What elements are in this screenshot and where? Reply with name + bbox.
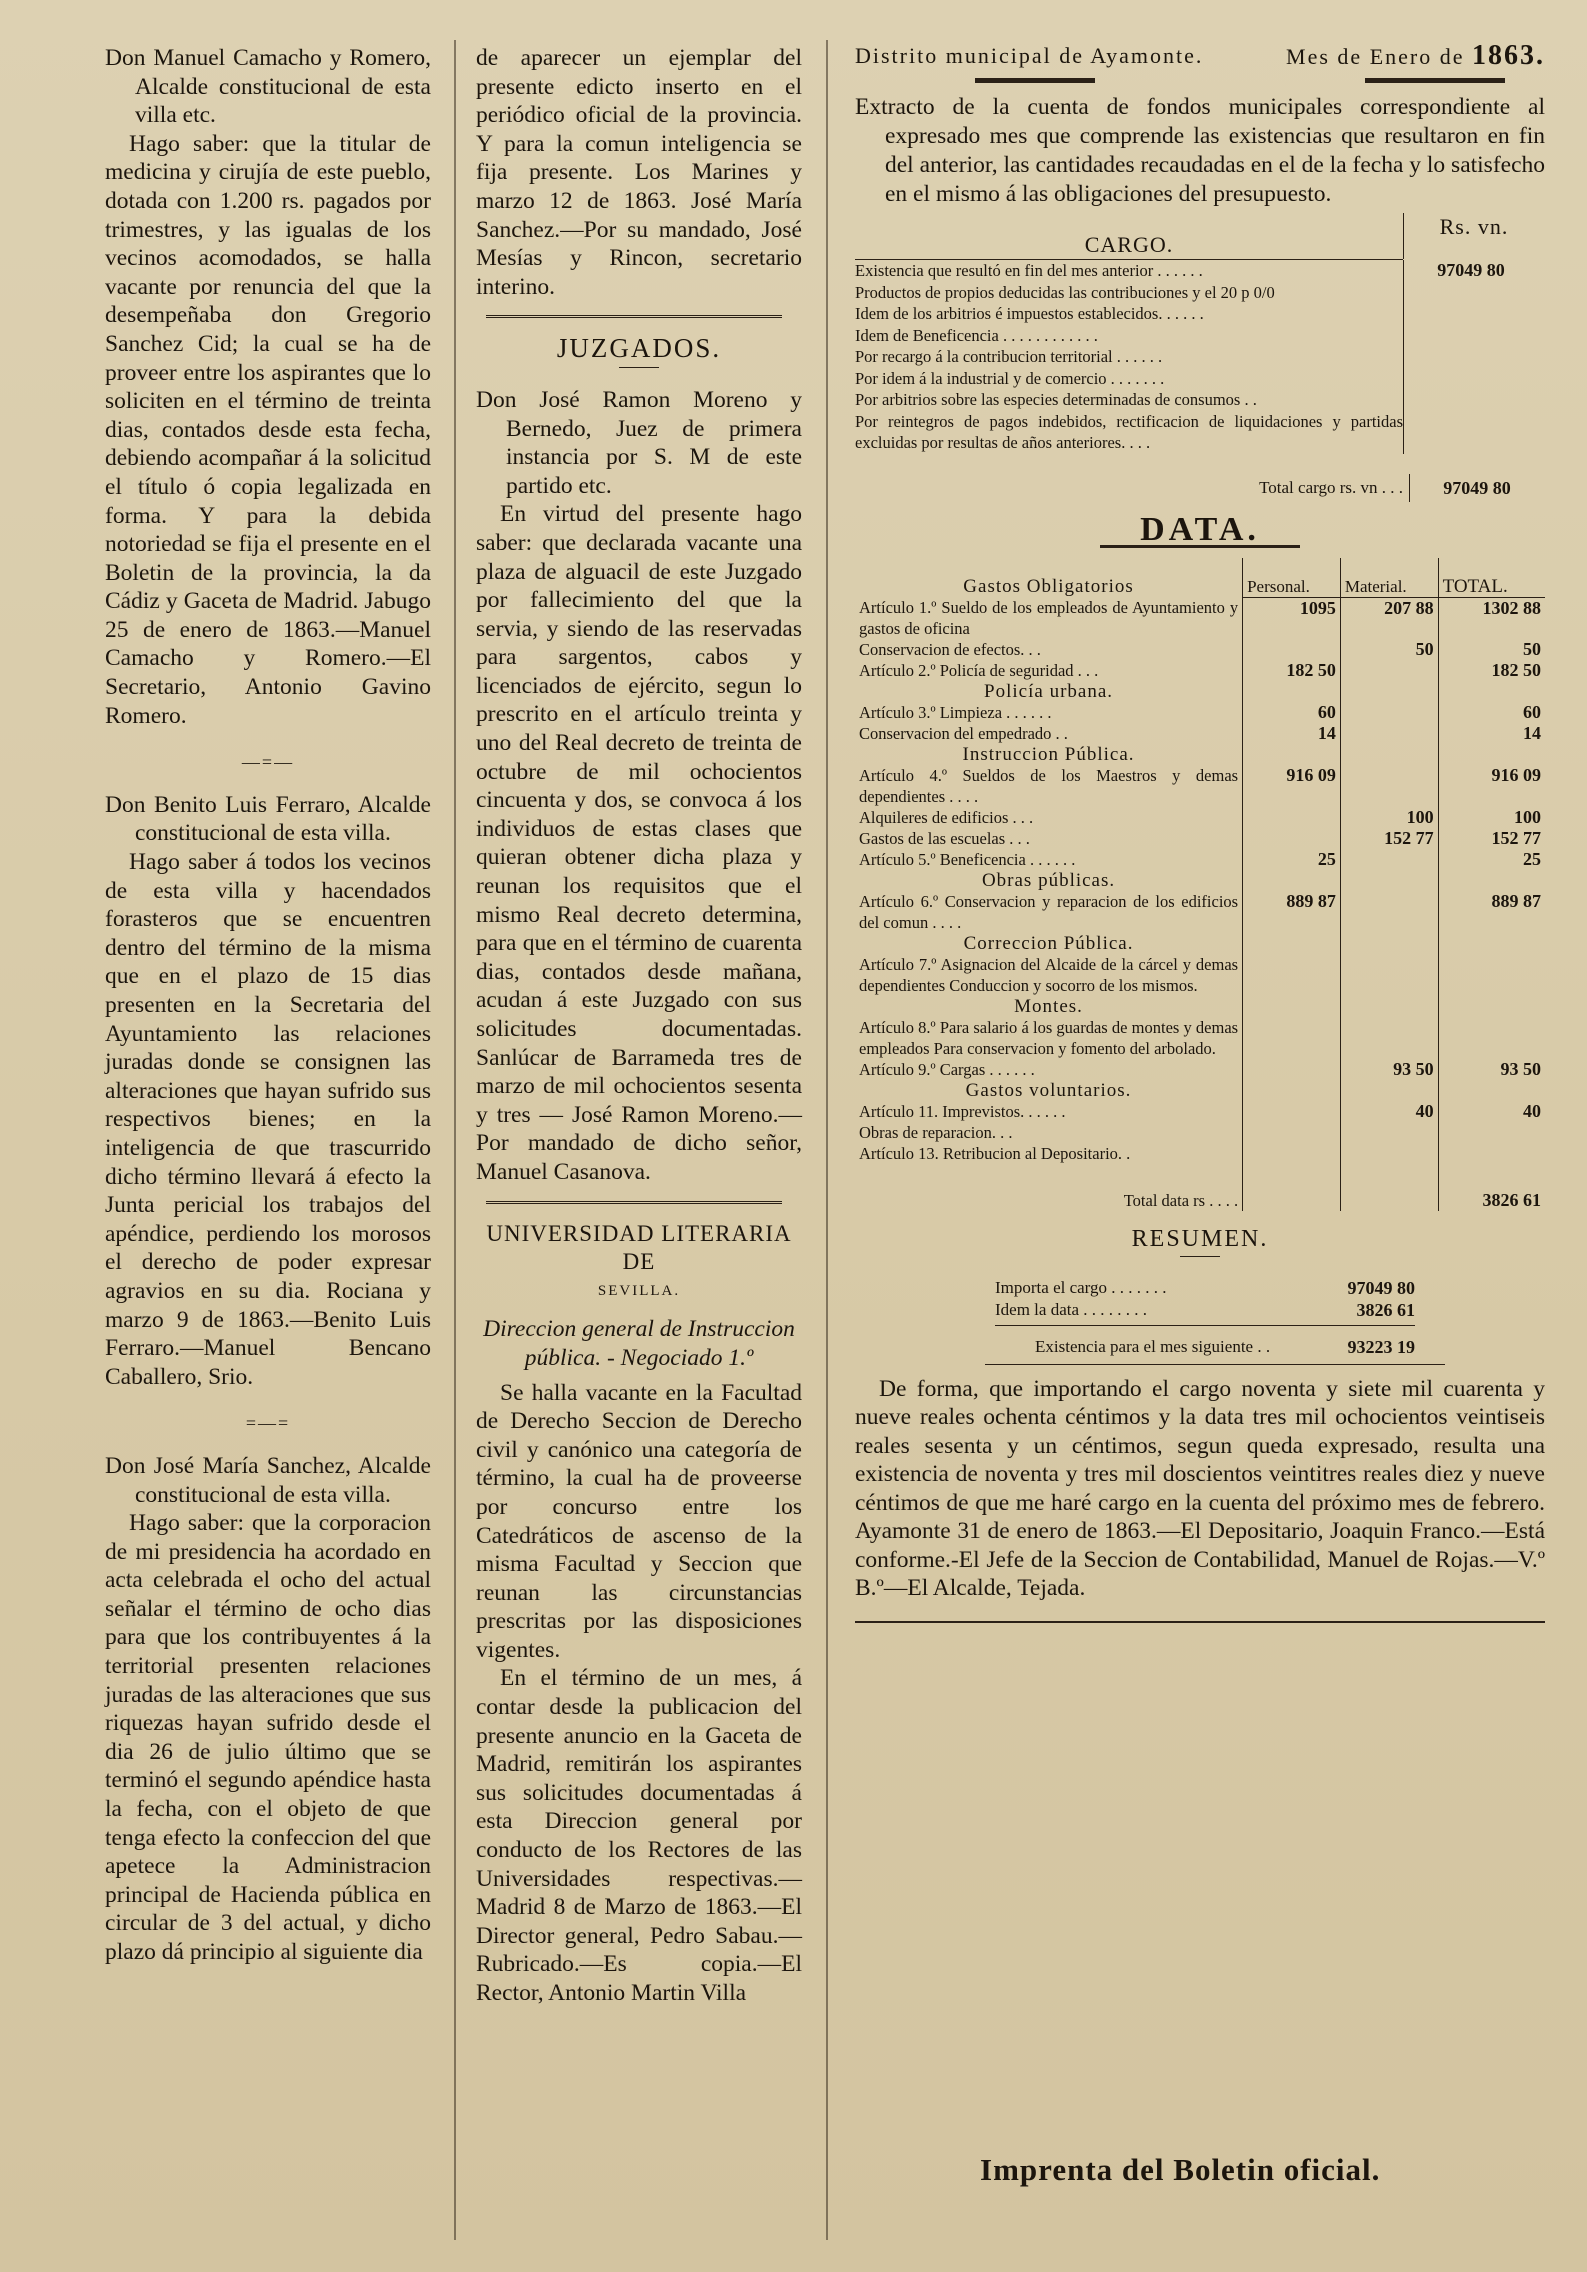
juzgado-body: En virtud del presente hago saber: que declarada vacante una plaza de alguacil de este Juzgado por fallecimiento del que la servia, y siendo de las reservadas para sargentos, cabos y licenciados de ejército, segun lo prescrito en el artículo treinta y uno del Real decreto de treinta de octubre de mil ochocientos cincuenta y dos, se convoca á los individuos de estas clases que quieran obtener dicha plaza y reunan los requisitos que el mismo Real decreto determina, para que en el término de cuarenta dias, contados desde mañana, acudan á este Juzgado con sus solicitudes documentadas. Sanlúcar de Barrameda tres de marzo de mil ochocientos sesenta y tres — José Ramon Moreno.—Por mandado de dicho señor, Manuel Casanova. bbox=[476, 501, 802, 1185]
column-rule-1 bbox=[454, 40, 456, 2240]
data-row-label: Artículo 3.º Limpieza . . . . . . bbox=[859, 703, 1052, 723]
column-2 bbox=[476, 44, 802, 2008]
data-section-heading: Obras públicas. bbox=[981, 870, 1116, 892]
data-section-heading: Policía urbana. bbox=[984, 681, 1114, 703]
data-row-personal: 25 bbox=[1243, 849, 1341, 870]
empty-cell bbox=[1340, 681, 1438, 702]
cargo-row-label: Idem de Beneficencia . . . . . . . . . . . . bbox=[855, 325, 1098, 345]
cargo-rows bbox=[855, 260, 1545, 454]
cargo-row bbox=[855, 260, 1545, 282]
data-section-row bbox=[855, 681, 1545, 702]
data-row-material bbox=[1340, 660, 1438, 681]
column-3 bbox=[855, 42, 1545, 1623]
data-row-total: 182 50 bbox=[1438, 660, 1545, 681]
cargo-row-value bbox=[1403, 346, 1538, 368]
cargo-row bbox=[855, 282, 1545, 304]
data-row-label: Obras de reparacion. . . bbox=[859, 1123, 1013, 1143]
separator: =—= bbox=[245, 1413, 291, 1434]
data-row-personal bbox=[1243, 639, 1341, 660]
rs-vn-header: Rs. vn. bbox=[1403, 213, 1544, 260]
data-row bbox=[855, 1059, 1545, 1080]
district-label: Distrito municipal de Ayamonte. bbox=[855, 43, 1204, 68]
juzgado-heading: Don José Ramon Moreno y Bernedo, Juez de primera instancia por S. M de este partido etc. bbox=[476, 386, 802, 499]
separator: —=— bbox=[241, 752, 295, 773]
data-section-heading: Correccion Pública. bbox=[963, 933, 1134, 955]
cargo-row-value bbox=[1403, 368, 1538, 390]
data-row-personal: 889 87 bbox=[1243, 891, 1341, 933]
resumen-cargo-value: 97049 80 bbox=[1347, 1277, 1415, 1298]
final-paragraph: De forma, que importando el cargo noventa y siete mil cuarenta y nueve reales ochenta céntimos y la data tres mil ochocientos veintiseis reales sesenta y un céntimos, segun queda expresado, resulta una existencia de noventa y tres mil doscientos veintitres reales diez y nueve céntimos de que me haré cargo en la cuenta del próximo mes de febrero. Ayamonte 31 de enero de 1863.—El Depositario, Joaquin Franco.—Está conforme.-El Jefe de la Seccion de Contabilidad, Manuel de Rojas.—V.º B.º—El Alcalde, Tejada. bbox=[855, 1375, 1545, 1602]
resumen-data-value: 3826 61 bbox=[1356, 1299, 1415, 1320]
data-row bbox=[855, 954, 1545, 996]
data-row-material bbox=[1340, 849, 1438, 870]
data-row-material: 100 bbox=[1340, 807, 1438, 828]
cargo-row-value bbox=[1403, 303, 1538, 325]
month-label bbox=[1286, 42, 1545, 72]
resumen-cargo-row bbox=[995, 1277, 1415, 1299]
resumen-existencia-value: 93223 19 bbox=[1347, 1336, 1415, 1357]
empty-cell bbox=[1438, 681, 1545, 702]
section-subtitle-sevilla: SEVILLA. bbox=[597, 1282, 681, 1299]
data-row-personal: 14 bbox=[1243, 723, 1341, 744]
data-row-total: 25 bbox=[1438, 849, 1545, 870]
notice-2-body: Hago saber á todos los vecinos de esta villa y hacendados forasteros que se encuentren dentro del término de la misma que en el plazo de 15 dias presenten en la Secretaria del Ayuntamiento las relaciones juradas donde se consignen las alteraciones que hayan sufrido sus respectivos bienes; en la inteligencia de que trascurrido dicho término llevará á efecto la Junta pericial los trabajos del apéndice, perdiendo los morosos el derecho de poder expresar agravios en su dia. Rociana y marzo 9 de 1863.—Benito Luis Ferraro.—Manuel Bencano Caballero, Srio. bbox=[105, 849, 431, 1390]
data-row-total bbox=[1438, 1143, 1545, 1164]
empty-cell bbox=[1243, 1080, 1341, 1101]
empty-cell bbox=[1340, 870, 1438, 891]
cargo-row bbox=[855, 411, 1545, 454]
cargo-row-label: Existencia que resultó en fin del mes anterior . . . . . . bbox=[855, 261, 1203, 281]
data-row-label: Artículo 7.º Asignacion del Alcaide de la cárcel y demas dependientes Conduccion y socorro de los mismos. bbox=[859, 955, 1239, 996]
data-row bbox=[855, 1017, 1545, 1059]
empty-cell bbox=[1340, 744, 1438, 765]
data-row-total: 14 bbox=[1438, 723, 1545, 744]
notice-1-body: Hago saber: que la titular de medicina y cirujía de este pueblo, dotada con 1.200 rs. pagados por trimestres, y las igualas de los vecinos acomodados, se halla vacante por renuncia del que la desempeñaba don Gregorio Sanchez Cid; la cual se ha de proveer entre los aspirantes que lo soliciten en el término de treinta dias, contados desde esta fecha, debiendo acompañar á la solicitud el título ó copia legalizada en forma. Y para la debida notoriedad se fija el presente en el Boletin de la provincia, la da Cádiz y Gaceta de Madrid. Jabugo 25 de enero de 1863.—Manuel Camacho y Romero.—El Secretario, Antonio Gavino Romero. bbox=[105, 130, 431, 729]
data-row-material bbox=[1340, 1122, 1438, 1143]
data-row-label: Conservacion de efectos. . . bbox=[859, 640, 1041, 660]
resumen-title: RESUMEN. bbox=[1131, 1226, 1269, 1253]
cargo-row-value bbox=[1403, 325, 1538, 347]
data-row bbox=[855, 849, 1545, 870]
data-row-material bbox=[1340, 1143, 1438, 1164]
empty-cell bbox=[1243, 996, 1341, 1017]
data-row-personal bbox=[1243, 807, 1341, 828]
section-title-universidad: UNIVERSIDAD LITERARIA DE bbox=[486, 1220, 792, 1275]
empty-cell bbox=[1243, 870, 1341, 891]
double-rule bbox=[486, 315, 782, 318]
data-row-material: 40 bbox=[1340, 1101, 1438, 1122]
data-row-total: 100 bbox=[1438, 807, 1545, 828]
cargo-row-label: Por arbitrios sobre las especies determinadas de consumos . . bbox=[855, 390, 1257, 410]
cargo-row-value bbox=[1403, 282, 1538, 304]
empty-cell bbox=[1340, 1164, 1438, 1211]
data-row-material bbox=[1340, 954, 1438, 996]
data-row-personal bbox=[1243, 1122, 1341, 1143]
cargo-row-label: Por recargo á la contribucion territorial . . . . . . bbox=[855, 347, 1163, 367]
data-row-personal: 1095 bbox=[1243, 597, 1341, 639]
data-row-material bbox=[1340, 702, 1438, 723]
cargo-row bbox=[855, 389, 1545, 411]
data-row-total: 916 09 bbox=[1438, 765, 1545, 807]
cargo-total-row bbox=[855, 474, 1545, 503]
data-row-label: Artículo 5.º Beneficencia . . . . . . bbox=[859, 850, 1076, 870]
data-row-label: Alquileres de edificios . . . bbox=[859, 808, 1034, 828]
empty-cell bbox=[1340, 933, 1438, 954]
empty-cell bbox=[1438, 933, 1545, 954]
data-row-label: Artículo 1.º Sueldo de los empleados de Ayuntamiento y gastos de oficina bbox=[859, 598, 1239, 639]
empty-cell bbox=[1438, 744, 1545, 765]
cargo-row-label: Por idem á la industrial y de comercio . . . . . . . bbox=[855, 368, 1165, 388]
data-total-row bbox=[855, 1164, 1545, 1211]
cargo-total-label: Total cargo rs. vn . . . bbox=[1259, 477, 1403, 497]
data-row-label: Artículo 8.º Para salario á los guardas de montes y demas empleados Para conservacion y fomento del arbolado. bbox=[859, 1018, 1239, 1059]
year-label: 1863. bbox=[1472, 40, 1545, 71]
data-rows bbox=[855, 597, 1545, 1164]
data-row-label: Artículo 6.º Conservacion y reparacion de los edificios del comun . . . . bbox=[859, 892, 1239, 933]
resumen-cargo-label: Importa el cargo . . . . . . . bbox=[995, 1277, 1167, 1297]
cargo-row bbox=[855, 303, 1545, 325]
data-table-header bbox=[855, 558, 1545, 598]
material-header: Material. bbox=[1340, 558, 1438, 598]
data-row-material: 207 88 bbox=[1340, 597, 1438, 639]
cargo-row bbox=[855, 325, 1545, 347]
empty-cell bbox=[1340, 996, 1438, 1017]
thick-rule bbox=[1365, 78, 1505, 83]
data-row-personal: 182 50 bbox=[1243, 660, 1341, 681]
rule bbox=[985, 1364, 1445, 1365]
data-row bbox=[855, 828, 1545, 849]
data-row-personal bbox=[1243, 1101, 1341, 1122]
data-row bbox=[855, 1122, 1545, 1143]
data-title: DATA. bbox=[1140, 511, 1260, 549]
column-1 bbox=[105, 44, 431, 1967]
imprenta-footer: Imprenta del Boletin oficial. bbox=[980, 2152, 1381, 2187]
cargo-row-value: 97049 80 bbox=[1403, 260, 1538, 282]
data-row-personal: 60 bbox=[1243, 702, 1341, 723]
empty-cell bbox=[1438, 1080, 1545, 1101]
data-section-row bbox=[855, 744, 1545, 765]
empty-cell bbox=[1438, 870, 1545, 891]
data-row-total bbox=[1438, 1122, 1545, 1143]
data-row-total: 152 77 bbox=[1438, 828, 1545, 849]
empty-cell bbox=[1340, 1080, 1438, 1101]
data-row-label: Artículo 9.º Cargas . . . . . . bbox=[859, 1060, 1035, 1080]
extracto-text: Extracto de la cuenta de fondos municipales correspondiente al expresado mes que comprende las existencias que resultaron en fin del anterior, las cantidades recaudadas en el de la fecha y lo satisfecho en el mismo á las obligaciones del presupuesto. bbox=[855, 93, 1546, 207]
data-row bbox=[855, 1101, 1545, 1122]
data-section-row bbox=[855, 933, 1545, 954]
cargo-row-label: Productos de propios deducidas las contribuciones y el 20 p 0/0 bbox=[855, 282, 1275, 302]
bottom-rule bbox=[855, 1621, 1545, 1623]
cargo-row bbox=[855, 346, 1545, 368]
empty-cell bbox=[1243, 1164, 1341, 1211]
data-row-personal bbox=[1243, 1143, 1341, 1164]
data-section-row bbox=[855, 1080, 1545, 1101]
cargo-block bbox=[855, 213, 1545, 503]
month-text: Mes de Enero de bbox=[1286, 44, 1465, 69]
resumen-data-label: Idem la data . . . . . . . . bbox=[995, 1299, 1148, 1319]
notice-3-body: Hago saber: que la corporacion de mi presidencia ha acordado en acta celebrada el ocho del actual señalar el término de ocho dias para que los contribuyentes á la territorial presenten relaciones juradas de las alteraciones que sus riquezas hayan sufrido desde el dia 26 de julio último que se terminó el segundo apéndice hasta la fecha, con el objeto de que tenga efecto la confeccion del que apetece la Administracion principal de Hacienda pública en circular de 3 del actual, y dicho plazo dá principio al siguiente dia bbox=[105, 1510, 431, 1965]
cargo-title: CARGO. bbox=[1084, 231, 1174, 257]
data-row-material: 152 77 bbox=[1340, 828, 1438, 849]
personal-header: Personal. bbox=[1243, 558, 1341, 598]
header-rules bbox=[975, 78, 1505, 83]
cargo-row-label: Idem de los arbitrios é impuestos establecidos. . . . . . bbox=[855, 304, 1204, 324]
data-row-label: Artículo 2.º Policía de seguridad . . . bbox=[859, 661, 1099, 681]
data-row-label: Gastos de las escuelas . . . bbox=[859, 829, 1030, 849]
data-row-total: 60 bbox=[1438, 702, 1545, 723]
data-row-material: 50 bbox=[1340, 639, 1438, 660]
data-row bbox=[855, 765, 1545, 807]
data-section-heading: Instruccion Pública. bbox=[962, 744, 1135, 766]
data-row-material bbox=[1340, 891, 1438, 933]
account-header bbox=[855, 42, 1545, 72]
notice-1-heading: Don Manuel Camacho y Romero, Alcalde constitucional de esta villa etc. bbox=[105, 45, 431, 129]
data-total-label: Total data rs . . . . bbox=[1123, 1191, 1239, 1211]
data-row-total: 93 50 bbox=[1438, 1059, 1545, 1080]
cargo-header bbox=[855, 213, 1545, 260]
resumen-data-row bbox=[995, 1299, 1415, 1326]
data-row bbox=[855, 639, 1545, 660]
double-rule bbox=[486, 1201, 782, 1204]
notice-2-heading: Don Benito Luis Ferraro, Alcalde constitucional de esta villa. bbox=[105, 791, 431, 847]
resumen-block bbox=[995, 1277, 1415, 1358]
data-row bbox=[855, 597, 1545, 639]
data-row bbox=[855, 723, 1545, 744]
data-row-total: 50 bbox=[1438, 639, 1545, 660]
notice-3-continuation: de aparecer un ejemplar del presente edicto inserto en el periódico oficial de la provincia. Y para la comun inteligencia se fija presente. Los Marines y marzo 12 de 1863. José María Sanchez.—Por su mandado, José Mesías y Rincon, secretario interino. bbox=[476, 45, 802, 300]
cargo-row bbox=[855, 368, 1545, 390]
data-row-material bbox=[1340, 765, 1438, 807]
data-section-row bbox=[855, 870, 1545, 891]
section-title-juzgados: JUZGADOS. bbox=[556, 333, 722, 364]
data-row-total bbox=[1438, 954, 1545, 996]
data-row-total: 889 87 bbox=[1438, 891, 1545, 933]
univ-direction: Direccion general de Instruccion pública. - Negociado 1.º bbox=[483, 1316, 795, 1371]
data-row bbox=[855, 807, 1545, 828]
gastos-obligatorios-header: Gastos Obligatorios bbox=[963, 575, 1134, 597]
univ-body-2: En el término de un mes, á contar desde la publicacion del presente anuncio en la Gaceta de Madrid, remitirán los aspirantes sus solicitudes documentadas á esta Direccion general por conducto de los Rectores de las Universidades respectivas.—Madrid 8 de Marzo de 1863.—El Director general, Pedro Sabau.—Rubricado.—Es copia.—El Rector, Antonio Martin Villa bbox=[476, 1665, 802, 2006]
notice-3-heading: Don José María Sanchez, Alcalde constitucional de esta villa. bbox=[105, 1452, 431, 1508]
data-section-row bbox=[855, 996, 1545, 1017]
empty-cell bbox=[1243, 933, 1341, 954]
cargo-row-value bbox=[1403, 389, 1538, 411]
data-row-label: Artículo 13. Retribucion al Depositario. . bbox=[859, 1144, 1131, 1164]
empty-cell bbox=[1243, 681, 1341, 702]
data-row bbox=[855, 702, 1545, 723]
data-row bbox=[855, 891, 1545, 933]
empty-cell bbox=[1438, 996, 1545, 1017]
data-total-value: 3826 61 bbox=[1438, 1164, 1545, 1211]
cargo-row-label: Por reintegros de pagos indebidos, rectificacion de liquidaciones y partidas excluidas por resultas de años anteriores. . . . bbox=[855, 411, 1403, 453]
data-row-total: 1302 88 bbox=[1438, 597, 1545, 639]
data-section-heading: Montes. bbox=[1014, 996, 1083, 1018]
data-row-label: Artículo 4.º Sueldos de los Maestros y demas dependientes . . . . bbox=[859, 766, 1239, 807]
data-row-personal bbox=[1243, 954, 1341, 996]
data-section-heading: Gastos voluntarios. bbox=[965, 1080, 1132, 1102]
data-table bbox=[855, 558, 1545, 1212]
column-rule-2 bbox=[826, 40, 828, 2240]
data-row bbox=[855, 660, 1545, 681]
data-row-total: 40 bbox=[1438, 1101, 1545, 1122]
resumen-existencia-label: Existencia para el mes siguiente . . bbox=[1035, 1336, 1271, 1356]
resumen-existencia-row bbox=[995, 1336, 1415, 1358]
cargo-total-value: 97049 80 bbox=[1409, 474, 1544, 503]
short-rule bbox=[1180, 1256, 1220, 1257]
data-row-label: Conservacion del empedrado . . bbox=[859, 724, 1068, 744]
data-row-label: Artículo 11. Imprevistos. . . . . . bbox=[859, 1102, 1066, 1122]
empty-cell bbox=[1243, 744, 1341, 765]
total-header: TOTAL. bbox=[1438, 558, 1545, 598]
univ-body-1: Se halla vacante en la Facultad de Derecho Seccion de Derecho civil y canónico una categoría de término, la cual ha de proveerse por concurso entre los Catedráticos de ascenso de la misma Facultad y Seccion que reunan las circunstancias prescritas por las disposiciones vigentes. bbox=[476, 1379, 802, 1663]
short-rule bbox=[619, 367, 659, 368]
data-row-personal bbox=[1243, 1017, 1341, 1059]
data-row-total bbox=[1438, 1017, 1545, 1059]
data-row-material bbox=[1340, 1017, 1438, 1059]
data-row bbox=[855, 1143, 1545, 1164]
data-row-personal bbox=[1243, 1059, 1341, 1080]
thick-rule bbox=[975, 78, 1095, 83]
data-row-material: 93 50 bbox=[1340, 1059, 1438, 1080]
data-row-material bbox=[1340, 723, 1438, 744]
cargo-row-value bbox=[1403, 411, 1538, 454]
data-row-personal bbox=[1243, 828, 1341, 849]
data-row-personal: 916 09 bbox=[1243, 765, 1341, 807]
